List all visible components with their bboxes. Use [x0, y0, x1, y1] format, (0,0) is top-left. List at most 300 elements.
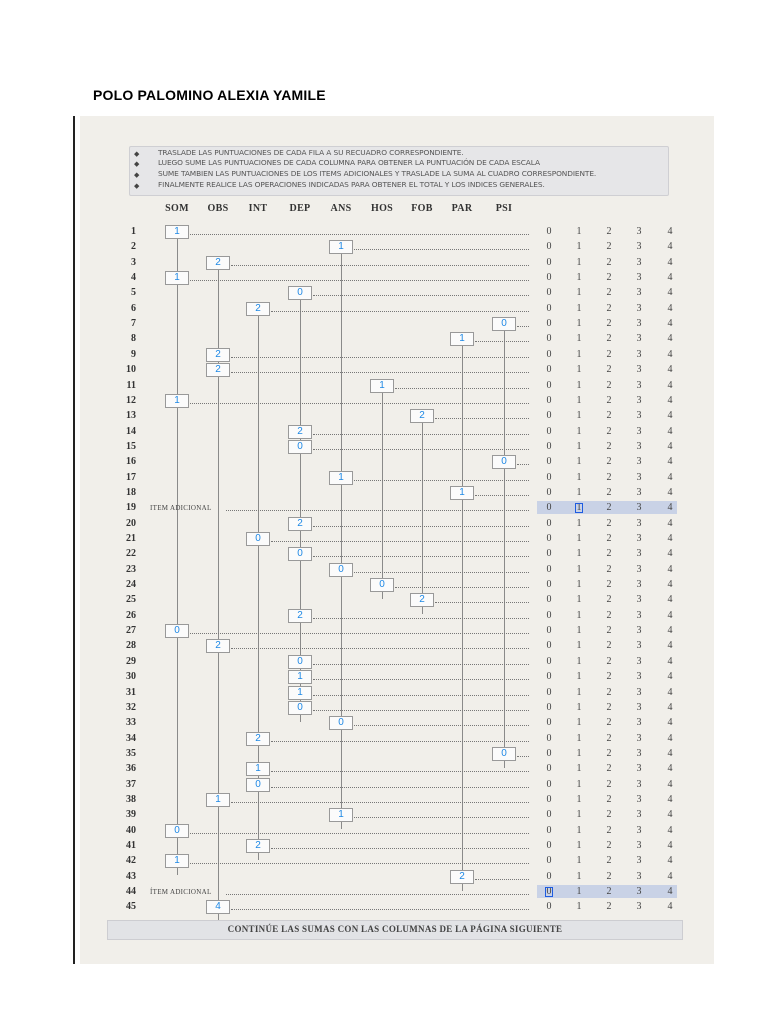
row-number: 31	[126, 686, 136, 698]
row-number: 40	[126, 824, 136, 836]
scale-option-1[interactable]: 1	[576, 793, 582, 805]
scale-option-0[interactable]: 0	[546, 256, 552, 268]
scale-option-1[interactable]: 1	[576, 855, 582, 867]
scale-option-2[interactable]: 2	[606, 717, 612, 729]
scale-option-1[interactable]: 1	[576, 517, 582, 529]
column-line-ans	[341, 247, 342, 829]
scale-option-0[interactable]: 0	[546, 502, 552, 514]
scale-option-1[interactable]: 1	[576, 410, 582, 422]
scale-option-0[interactable]: 0	[546, 379, 552, 391]
scale-option-0[interactable]: 0	[546, 226, 552, 237]
scale-option-3[interactable]: 3	[636, 440, 642, 452]
scale-option-2[interactable]: 2	[606, 364, 612, 376]
scale-option-3[interactable]: 3	[636, 241, 642, 253]
scale-option-3[interactable]: 3	[636, 287, 642, 299]
scale-option-0[interactable]: 0	[546, 640, 552, 652]
row-dotted-leader	[517, 326, 529, 327]
row-number: 17	[126, 471, 136, 483]
scale-option-2[interactable]: 2	[606, 318, 612, 330]
scale-option-2[interactable]: 2	[606, 302, 612, 314]
scale-option-4[interactable]: 4	[667, 609, 673, 621]
scale-option-1[interactable]: 1	[576, 256, 582, 268]
scale-option-0[interactable]: 0	[546, 840, 552, 851]
scale-option-0[interactable]: 0	[546, 548, 552, 560]
scale-option-0[interactable]: 0	[546, 318, 552, 330]
scale-option-3[interactable]: 3	[636, 701, 642, 713]
scale-option-2[interactable]: 2	[606, 533, 612, 544]
row-number: 13	[126, 410, 136, 422]
scale-option-4[interactable]: 4	[667, 747, 673, 759]
scale-option-3[interactable]: 3	[636, 517, 642, 529]
score-box-obs[interactable]: 1	[206, 793, 230, 807]
scale-option-2[interactable]: 2	[606, 410, 612, 422]
scale-option-1[interactable]: 1	[576, 502, 582, 514]
scale-option-4[interactable]: 4	[667, 272, 673, 284]
scale-option-1[interactable]: 1	[576, 671, 582, 683]
scale-option-4[interactable]: 4	[667, 226, 673, 237]
scale-option-3[interactable]: 3	[636, 855, 642, 867]
row-number: 41	[126, 840, 136, 851]
score-box-ans[interactable]: 0	[329, 716, 353, 730]
scale-option-1[interactable]: 1	[576, 701, 582, 713]
scale-option-0[interactable]: 0	[546, 287, 552, 299]
scale-option-2[interactable]: 2	[606, 824, 612, 836]
scale-option-0[interactable]: 0	[546, 747, 552, 759]
scale-option-2[interactable]: 2	[606, 548, 612, 560]
scale-option-1[interactable]: 1	[576, 425, 582, 437]
scale-option-1[interactable]: 1	[576, 302, 582, 314]
score-box-obs[interactable]: 2	[206, 256, 230, 270]
scale-option-4[interactable]: 4	[667, 533, 673, 544]
score-box-int[interactable]: 0	[246, 778, 270, 792]
row-dotted-leader	[313, 710, 529, 711]
scale-option-3[interactable]: 3	[636, 609, 642, 621]
score-box-int[interactable]: 2	[246, 732, 270, 746]
scale-option-0[interactable]: 0	[546, 486, 552, 498]
score-box-dep[interactable]: 0	[288, 701, 312, 715]
scale-option-2[interactable]: 2	[606, 226, 612, 237]
scale-option-0[interactable]: 0	[546, 809, 552, 821]
scale-option-2[interactable]: 2	[606, 701, 612, 713]
scale-option-2[interactable]: 2	[606, 394, 612, 406]
score-box-obs[interactable]: 4	[206, 900, 230, 914]
scale-option-0[interactable]: 0	[546, 348, 552, 360]
score-box-hos[interactable]: 0	[370, 578, 394, 592]
scale-option-1[interactable]: 1	[576, 609, 582, 621]
scale-option-0[interactable]: 0	[546, 686, 552, 698]
scale-option-2[interactable]: 2	[606, 502, 612, 514]
scale-option-4[interactable]: 4	[667, 717, 673, 729]
scale-option-0[interactable]: 0	[546, 609, 552, 621]
scale-option-3[interactable]: 3	[636, 394, 642, 406]
score-box-dep[interactable]: 1	[288, 670, 312, 684]
score-box-fob[interactable]: 2	[410, 409, 434, 423]
scale-option-4[interactable]: 4	[667, 486, 673, 498]
row-number: 36	[126, 763, 136, 775]
scale-option-4[interactable]: 4	[667, 840, 673, 851]
scale-option-4[interactable]: 4	[667, 732, 673, 744]
scale-option-0[interactable]: 0	[546, 625, 552, 637]
score-box-ans[interactable]: 1	[329, 471, 353, 485]
scale-option-0[interactable]: 0	[546, 855, 552, 867]
row-dotted-leader	[313, 434, 529, 435]
scale-option-4[interactable]: 4	[667, 655, 673, 667]
scale-option-3[interactable]: 3	[636, 778, 642, 790]
scale-option-3[interactable]: 3	[636, 456, 642, 468]
scale-option-0[interactable]: 0	[546, 563, 552, 575]
score-box-som[interactable]: 1	[165, 225, 189, 239]
score-box-psi[interactable]: 0	[492, 747, 516, 761]
scale-option-2[interactable]: 2	[606, 747, 612, 759]
scale-option-3[interactable]: 3	[636, 318, 642, 330]
score-box-dep[interactable]: 0	[288, 286, 312, 300]
score-box-int[interactable]: 0	[246, 532, 270, 546]
scale-option-3[interactable]: 3	[636, 640, 642, 652]
scale-option-1[interactable]: 1	[576, 440, 582, 452]
scale-option-2[interactable]: 2	[606, 655, 612, 667]
bullet-icon: ◆	[134, 183, 140, 190]
scale-option-4[interactable]: 4	[667, 548, 673, 560]
scale-option-4[interactable]: 4	[667, 241, 673, 253]
scale-option-0[interactable]: 0	[546, 440, 552, 452]
scale-option-4[interactable]: 4	[667, 256, 673, 268]
scale-option-2[interactable]: 2	[606, 809, 612, 821]
scale-option-4[interactable]: 4	[667, 410, 673, 422]
scale-option-1[interactable]: 1	[576, 272, 582, 284]
scale-option-0[interactable]: 0	[546, 333, 552, 345]
scale-option-3[interactable]: 3	[636, 486, 642, 498]
row-dotted-leader	[231, 265, 529, 266]
scale-option-1[interactable]: 1	[576, 379, 582, 391]
scale-option-2[interactable]: 2	[606, 609, 612, 621]
score-box-dep[interactable]: 2	[288, 609, 312, 623]
score-box-fob[interactable]: 2	[410, 593, 434, 607]
scale-option-1[interactable]: 1	[576, 640, 582, 652]
scale-option-2[interactable]: 2	[606, 456, 612, 468]
scale-option-4[interactable]: 4	[667, 456, 673, 468]
scale-option-1[interactable]: 1	[576, 333, 582, 345]
scale-option-0[interactable]: 0	[546, 701, 552, 713]
scale-option-0[interactable]: 0	[546, 471, 552, 483]
scale-option-4[interactable]: 4	[667, 318, 673, 330]
scale-option-2[interactable]: 2	[606, 379, 612, 391]
score-box-hos[interactable]: 1	[370, 379, 394, 393]
row-dotted-leader	[313, 556, 529, 557]
score-box-int[interactable]: 1	[246, 762, 270, 776]
column-line-som	[177, 232, 178, 875]
scale-option-0[interactable]: 0	[546, 594, 552, 606]
scale-option-3[interactable]: 3	[636, 793, 642, 805]
score-box-dep[interactable]: 0	[288, 440, 312, 454]
scale-option-4[interactable]: 4	[667, 287, 673, 299]
scale-option-2[interactable]: 2	[606, 594, 612, 606]
scale-option-1[interactable]: 1	[576, 364, 582, 376]
scale-option-3[interactable]: 3	[636, 256, 642, 268]
scale-option-4[interactable]: 4	[667, 471, 673, 483]
column-header-som: SOM	[165, 203, 189, 214]
scale-option-3[interactable]: 3	[636, 870, 642, 882]
scale-option-1[interactable]: 1	[576, 886, 582, 898]
scale-option-4[interactable]: 4	[667, 563, 673, 575]
scale-option-3[interactable]: 3	[636, 763, 642, 775]
scale-option-4[interactable]: 4	[667, 763, 673, 775]
scale-option-4[interactable]: 4	[667, 671, 673, 683]
scale-option-2[interactable]: 2	[606, 440, 612, 452]
scale-option-0[interactable]: 0	[546, 364, 552, 376]
score-box-psi[interactable]: 0	[492, 317, 516, 331]
scale-option-4[interactable]: 4	[667, 793, 673, 805]
scale-option-2[interactable]: 2	[606, 256, 612, 268]
scale-option-3[interactable]: 3	[636, 226, 642, 237]
scale-option-1[interactable]: 1	[576, 901, 582, 913]
scale-option-2[interactable]: 2	[606, 671, 612, 683]
scale-option-2[interactable]: 2	[606, 855, 612, 867]
score-box-obs[interactable]: 2	[206, 348, 230, 362]
scale-option-2[interactable]: 2	[606, 870, 612, 882]
scale-option-3[interactable]: 3	[636, 901, 642, 913]
scale-option-4[interactable]: 4	[667, 440, 673, 452]
scale-option-2[interactable]: 2	[606, 348, 612, 360]
scale-option-3[interactable]: 3	[636, 579, 642, 591]
scale-option-3[interactable]: 3	[636, 824, 642, 836]
score-box-ans[interactable]: 1	[329, 240, 353, 254]
column-header-par: PAR	[451, 203, 473, 214]
scale-option-3[interactable]: 3	[636, 364, 642, 376]
row-dotted-leader	[313, 664, 529, 665]
scale-option-2[interactable]: 2	[606, 732, 612, 744]
scale-option-4[interactable]: 4	[667, 594, 673, 606]
scale-option-3[interactable]: 3	[636, 594, 642, 606]
scale-option-3[interactable]: 3	[636, 625, 642, 637]
score-box-int[interactable]: 2	[246, 302, 270, 316]
scale-option-0[interactable]: 0	[546, 793, 552, 805]
scale-option-1[interactable]: 1	[576, 456, 582, 468]
scale-option-3[interactable]: 3	[636, 548, 642, 560]
scale-option-2[interactable]: 2	[606, 686, 612, 698]
scale-option-2[interactable]: 2	[606, 517, 612, 529]
scale-option-1[interactable]: 1	[576, 778, 582, 790]
scale-option-1[interactable]: 1	[576, 747, 582, 759]
score-box-dep[interactable]: 0	[288, 655, 312, 669]
scale-option-0[interactable]: 0	[546, 732, 552, 744]
scale-option-3[interactable]: 3	[636, 747, 642, 759]
scale-option-0[interactable]: 0	[546, 717, 552, 729]
score-box-par[interactable]: 1	[450, 332, 474, 346]
column-line-hos	[382, 386, 383, 600]
row-number: 10	[126, 364, 136, 376]
scale-option-1[interactable]: 1	[576, 348, 582, 360]
row-number: 25	[126, 594, 136, 606]
scale-option-4[interactable]: 4	[667, 701, 673, 713]
score-box-obs[interactable]: 2	[206, 639, 230, 653]
score-box-obs[interactable]: 2	[206, 363, 230, 377]
score-box-dep[interactable]: 2	[288, 425, 312, 439]
scale-option-2[interactable]: 2	[606, 287, 612, 299]
scale-option-0[interactable]: 0	[546, 778, 552, 790]
scale-option-4[interactable]: 4	[667, 855, 673, 867]
scale-option-4[interactable]: 4	[667, 870, 673, 882]
score-box-som[interactable]: 0	[165, 624, 189, 638]
scale-option-3[interactable]: 3	[636, 348, 642, 360]
score-box-par[interactable]: 1	[450, 486, 474, 500]
scale-option-4[interactable]: 4	[667, 333, 673, 345]
scale-option-4[interactable]: 4	[667, 425, 673, 437]
row-dotted-leader	[231, 372, 529, 373]
scale-option-0[interactable]: 0	[546, 655, 552, 667]
scale-option-3[interactable]: 3	[636, 533, 642, 544]
column-header-dep: DEP	[289, 203, 311, 214]
scale-option-3[interactable]: 3	[636, 671, 642, 683]
footer-box	[107, 920, 683, 940]
scale-option-3[interactable]: 3	[636, 886, 642, 898]
scale-option-3[interactable]: 3	[636, 655, 642, 667]
scale-option-0[interactable]: 0	[546, 302, 552, 314]
scale-option-3[interactable]: 3	[636, 840, 642, 851]
scale-option-0[interactable]: 0	[546, 901, 552, 913]
additional-item-label: ITEM ADICIONAL	[150, 504, 212, 513]
score-box-som[interactable]: 1	[165, 854, 189, 868]
scale-option-1[interactable]: 1	[576, 471, 582, 483]
scale-option-2[interactable]: 2	[606, 579, 612, 591]
row-dotted-leader	[395, 587, 529, 588]
scale-option-4[interactable]: 4	[667, 394, 673, 406]
scale-option-2[interactable]: 2	[606, 778, 612, 790]
scale-option-3[interactable]: 3	[636, 302, 642, 314]
scale-option-1[interactable]: 1	[576, 486, 582, 498]
scale-option-4[interactable]: 4	[667, 517, 673, 529]
scale-option-1[interactable]: 1	[576, 579, 582, 591]
scale-option-0[interactable]: 0	[546, 671, 552, 683]
scale-option-4[interactable]: 4	[667, 625, 673, 637]
scale-option-0[interactable]: 0	[546, 533, 552, 544]
scale-option-3[interactable]: 3	[636, 502, 642, 514]
scale-option-1[interactable]: 1	[576, 763, 582, 775]
column-header-obs: OBS	[207, 203, 229, 214]
scale-option-4[interactable]: 4	[667, 640, 673, 652]
scale-option-1[interactable]: 1	[576, 594, 582, 606]
row-dotted-leader	[231, 357, 529, 358]
row-number: 9	[131, 348, 136, 360]
score-box-dep[interactable]: 2	[288, 517, 312, 531]
scale-option-1[interactable]: 1	[576, 717, 582, 729]
scale-option-1[interactable]: 1	[576, 563, 582, 575]
score-box-som[interactable]: 1	[165, 271, 189, 285]
scale-option-2[interactable]: 2	[606, 241, 612, 253]
scale-option-3[interactable]: 3	[636, 563, 642, 575]
scale-option-0[interactable]: 0	[546, 410, 552, 422]
scale-option-0[interactable]: 0	[546, 456, 552, 468]
scale-option-2[interactable]: 2	[606, 886, 612, 898]
scale-option-4[interactable]: 4	[667, 364, 673, 376]
row-number: 27	[126, 625, 136, 637]
scale-option-1[interactable]: 1	[576, 655, 582, 667]
score-box-par[interactable]: 2	[450, 870, 474, 884]
scale-option-1[interactable]: 1	[576, 732, 582, 744]
scale-option-2[interactable]: 2	[606, 486, 612, 498]
scale-option-3[interactable]: 3	[636, 272, 642, 284]
scale-option-1[interactable]: 1	[576, 241, 582, 253]
scale-option-2[interactable]: 2	[606, 640, 612, 652]
row-number: 29	[126, 655, 136, 667]
scale-option-0[interactable]: 0	[546, 886, 552, 898]
scale-option-0[interactable]: 0	[546, 870, 552, 882]
scale-option-1[interactable]: 1	[576, 287, 582, 299]
scale-option-0[interactable]: 0	[546, 824, 552, 836]
scale-option-3[interactable]: 3	[636, 379, 642, 391]
scale-option-0[interactable]: 0	[546, 394, 552, 406]
scale-option-4[interactable]: 4	[667, 348, 673, 360]
score-box-ans[interactable]: 0	[329, 563, 353, 577]
additional-item-label: ÍTEM ADICIONAL	[150, 888, 212, 897]
scale-option-0[interactable]: 0	[546, 425, 552, 437]
scale-option-0[interactable]: 0	[546, 272, 552, 284]
scale-option-2[interactable]: 2	[606, 763, 612, 775]
scale-option-3[interactable]: 3	[636, 410, 642, 422]
scale-option-4[interactable]: 4	[667, 379, 673, 391]
score-box-dep[interactable]: 0	[288, 547, 312, 561]
scale-option-3[interactable]: 3	[636, 471, 642, 483]
score-box-psi[interactable]: 0	[492, 455, 516, 469]
score-box-som[interactable]: 1	[165, 394, 189, 408]
scale-option-4[interactable]: 4	[667, 686, 673, 698]
scale-option-2[interactable]: 2	[606, 425, 612, 437]
scale-option-1[interactable]: 1	[576, 840, 582, 851]
scale-option-1[interactable]: 1	[576, 809, 582, 821]
scale-option-1[interactable]: 1	[576, 226, 582, 237]
scale-option-4[interactable]: 4	[667, 502, 673, 514]
scale-option-2[interactable]: 2	[606, 272, 612, 284]
scale-option-1[interactable]: 1	[576, 394, 582, 406]
scale-option-0[interactable]: 0	[546, 579, 552, 591]
scale-option-4[interactable]: 4	[667, 809, 673, 821]
score-box-dep[interactable]: 1	[288, 686, 312, 700]
scale-option-1[interactable]: 1	[576, 318, 582, 330]
score-box-ans[interactable]: 1	[329, 808, 353, 822]
scale-option-2[interactable]: 2	[606, 333, 612, 345]
scale-option-1[interactable]: 1	[576, 824, 582, 836]
scale-option-3[interactable]: 3	[636, 717, 642, 729]
scale-option-0[interactable]: 0	[546, 517, 552, 529]
scale-option-4[interactable]: 4	[667, 778, 673, 790]
scale-option-2[interactable]: 2	[606, 840, 612, 851]
scale-option-0[interactable]: 0	[546, 241, 552, 253]
scale-option-2[interactable]: 2	[606, 901, 612, 913]
scale-option-4[interactable]: 4	[667, 901, 673, 913]
scale-option-4[interactable]: 4	[667, 579, 673, 591]
scale-option-3[interactable]: 3	[636, 732, 642, 744]
bullet-icon: ◆	[134, 151, 140, 158]
scale-option-1[interactable]: 1	[576, 870, 582, 882]
scale-option-2[interactable]: 2	[606, 793, 612, 805]
scale-option-1[interactable]: 1	[576, 686, 582, 698]
scale-option-1[interactable]: 1	[576, 625, 582, 637]
scale-option-0[interactable]: 0	[546, 763, 552, 775]
scale-option-3[interactable]: 3	[636, 809, 642, 821]
scale-option-2[interactable]: 2	[606, 471, 612, 483]
score-box-som[interactable]: 0	[165, 824, 189, 838]
scale-option-3[interactable]: 3	[636, 425, 642, 437]
scale-option-4[interactable]: 4	[667, 824, 673, 836]
score-box-int[interactable]: 2	[246, 839, 270, 853]
scale-option-4[interactable]: 4	[667, 302, 673, 314]
scale-option-1[interactable]: 1	[576, 533, 582, 544]
scale-option-3[interactable]: 3	[636, 333, 642, 345]
scale-option-1[interactable]: 1	[576, 548, 582, 560]
scale-option-4[interactable]: 4	[667, 886, 673, 898]
scale-option-2[interactable]: 2	[606, 625, 612, 637]
scale-option-3[interactable]: 3	[636, 686, 642, 698]
scale-option-2[interactable]: 2	[606, 563, 612, 575]
